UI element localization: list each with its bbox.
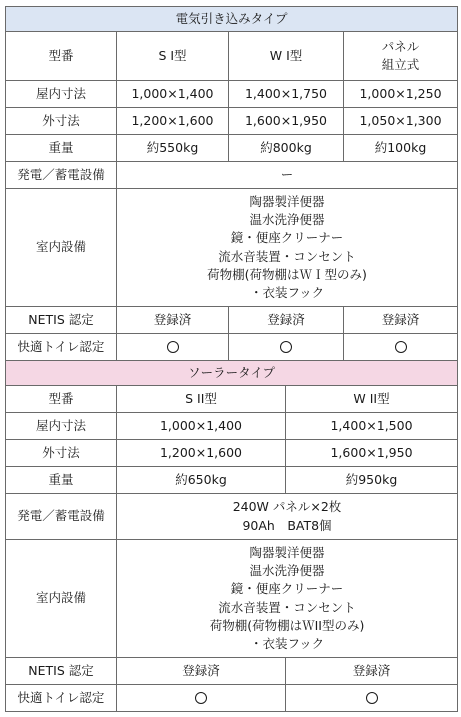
weight-label: 重量 (6, 135, 117, 162)
circle-icon (366, 692, 378, 704)
electric-netis-row (6, 307, 458, 334)
electric-exterior-row (6, 108, 458, 135)
power-value: 240W パネル×2枚 90Ah BAT8個 (117, 494, 458, 540)
equipment-value: 陶器製洋便器 温水洗浄便器 鏡・便座クリーナー 流水音装置・コンセント 荷物棚(荷物棚はＷＩ型のみ) ・衣装フック (117, 189, 458, 307)
electric-comfort-row (6, 334, 458, 361)
model-wi: W I型 (229, 32, 344, 81)
exterior-dim-sii: 1,200×1,600 (117, 440, 286, 467)
solar-power-row (6, 494, 458, 540)
solar-comfort-row (6, 685, 458, 712)
power-label: 発電／蓄電設備 (6, 162, 117, 189)
model-wii: W II型 (286, 386, 458, 413)
netis-wi: 登録済 (229, 307, 344, 334)
exterior-dim-wii: 1,600×1,950 (286, 440, 458, 467)
weight-label: 重量 (6, 467, 117, 494)
solar-model-row (6, 386, 458, 413)
equipment-value: 陶器製洋便器 温水洗浄便器 鏡・便座クリーナー 流水音装置・コンセント 荷物棚(荷物棚はＷII型のみ) ・衣装フック (117, 540, 458, 658)
weight-panel: 約100kg (344, 135, 458, 162)
netis-panel: 登録済 (344, 307, 458, 334)
solar-section-header (6, 361, 458, 386)
solar-interior-row (6, 413, 458, 440)
netis-wii: 登録済 (286, 658, 458, 685)
solar-weight-row (6, 467, 458, 494)
spec-table (5, 6, 458, 712)
netis-label: NETIS 認定 (6, 307, 117, 334)
electric-model-row (6, 32, 458, 81)
interior-dim-wi: 1,400×1,750 (229, 81, 344, 108)
solar-section-title: ソーラータイプ (6, 361, 458, 386)
interior-dim-si: 1,000×1,400 (117, 81, 229, 108)
comfort-label: 快適トイレ認定 (6, 334, 117, 361)
netis-si: 登録済 (117, 307, 229, 334)
interior-dim-panel: 1,000×1,250 (344, 81, 458, 108)
model-label: 型番 (6, 32, 117, 81)
exterior-dim-panel: 1,050×1,300 (344, 108, 458, 135)
electric-power-row (6, 162, 458, 189)
electric-section-header (6, 7, 458, 32)
electric-weight-row (6, 135, 458, 162)
power-label: 発電／蓄電設備 (6, 494, 117, 540)
interior-dim-label: 屋内寸法 (6, 81, 117, 108)
solar-exterior-row (6, 440, 458, 467)
exterior-dim-si: 1,200×1,600 (117, 108, 229, 135)
equipment-label: 室内設備 (6, 189, 117, 307)
power-value: ー (117, 162, 458, 189)
netis-sii: 登録済 (117, 658, 286, 685)
circle-icon (195, 692, 207, 704)
circle-icon (167, 341, 179, 353)
weight-sii: 約650kg (117, 467, 286, 494)
weight-si: 約550kg (117, 135, 229, 162)
exterior-dim-label: 外寸法 (6, 440, 117, 467)
electric-equipment-row (6, 189, 458, 307)
solar-equipment-row (6, 540, 458, 658)
model-label: 型番 (6, 386, 117, 413)
exterior-dim-label: 外寸法 (6, 108, 117, 135)
comfort-label: 快適トイレ認定 (6, 685, 117, 712)
electric-section-title: 電気引き込みタイプ (6, 7, 458, 32)
netis-label: NETIS 認定 (6, 658, 117, 685)
interior-dim-sii: 1,000×1,400 (117, 413, 286, 440)
interior-dim-label: 屋内寸法 (6, 413, 117, 440)
weight-wii: 約950kg (286, 467, 458, 494)
model-sii: S II型 (117, 386, 286, 413)
model-si: S I型 (117, 32, 229, 81)
circle-icon (280, 341, 292, 353)
electric-interior-row (6, 81, 458, 108)
circle-icon (395, 341, 407, 353)
exterior-dim-wi: 1,600×1,950 (229, 108, 344, 135)
weight-wi: 約800kg (229, 135, 344, 162)
solar-netis-row (6, 658, 458, 685)
equipment-label: 室内設備 (6, 540, 117, 658)
interior-dim-wii: 1,400×1,500 (286, 413, 458, 440)
model-panel: パネル 組立式 (344, 32, 458, 81)
